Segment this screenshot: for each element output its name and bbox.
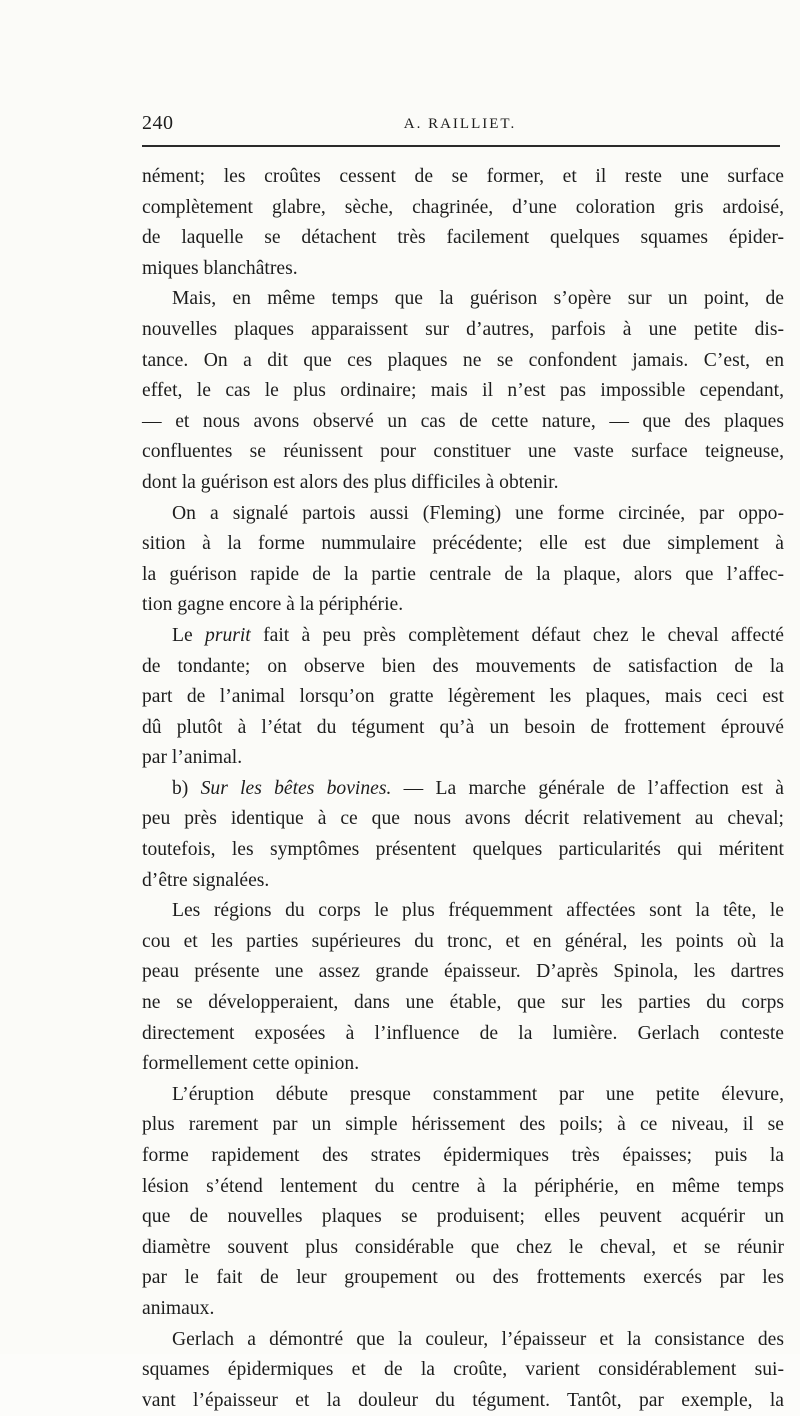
text-line: Gerlach a démontré que la couleur, l’épaisseur et la consistance des bbox=[172, 1328, 784, 1350]
text-line: complètement glabre, sèche, chagrinée, d’une coloration gris ardoisé, bbox=[142, 196, 784, 218]
text-line: que de nouvelles plaques se produisent; elles peuvent acquérir un bbox=[142, 1206, 784, 1228]
text-line: nément; les croûtes cessent de se former, et il reste une surface bbox=[142, 166, 784, 187]
text-line: nouvelles plaques apparaissent sur d’autres, parfois à une petite dis- bbox=[142, 318, 784, 340]
text-line: ne se développeraient, dans une étable, que sur les parties du corps bbox=[142, 992, 784, 1014]
text-line: L’éruption débute presque constamment par une petite élevure, bbox=[172, 1083, 784, 1105]
page-number: 240 bbox=[142, 112, 174, 134]
page-header bbox=[142, 112, 778, 142]
text-line: On a signalé partois aussi (Fleming) une forme circinée, par oppo- bbox=[172, 502, 784, 524]
text-line: effet, le cas le plus ordinaire; mais il n’est pas impossible cependant, bbox=[142, 380, 784, 402]
running-head: A. RAILLIET. bbox=[403, 116, 517, 132]
text-line: par le fait de leur groupement ou des frottements exercés par les bbox=[142, 1267, 784, 1289]
italic-term: prurit bbox=[205, 624, 251, 646]
text-line: forme rapidement des strates épidermiques très épaisses; puis la bbox=[142, 1145, 784, 1166]
text-line: peau présente une assez grande épaisseur. D’après Spinola, les dartres bbox=[142, 961, 784, 983]
text-run: — La marche générale de l’affection est à bbox=[391, 777, 784, 799]
text-line: d’être signalées. bbox=[142, 869, 270, 891]
section-title: Sur les bêtes bovines. bbox=[200, 777, 392, 799]
text-line: plus rarement par un simple hérissement des poils; à ce niveau, il se bbox=[142, 1114, 784, 1136]
text-line: directement exposées à l’influence de la lumière. Gerlach conteste bbox=[142, 1022, 784, 1044]
text-run: b) bbox=[172, 777, 201, 799]
text-line: confluentes se réunissent pour constituer une vaste surface teigneuse, bbox=[142, 441, 784, 463]
text-line bbox=[142, 621, 784, 652]
text-line: cou et les parties supérieures du tronc, et en général, les points où la bbox=[142, 930, 784, 952]
text-line: — et nous avons observé un cas de cette nature, — que des plaques bbox=[142, 410, 784, 432]
text-run: Le bbox=[172, 624, 206, 646]
text-line: miques blanchâtres. bbox=[142, 257, 298, 279]
text-line: dû plutôt à l’état du tégument qu’à un besoin de frottement éprouvé bbox=[142, 716, 784, 738]
section-heading-line bbox=[142, 774, 784, 805]
text-line: tion gagne encore à la périphérie. bbox=[142, 594, 404, 616]
text-line: toutefois, les symptômes présentent quelques particularités qui méritent bbox=[142, 839, 784, 861]
text-line: par l’animal. bbox=[142, 747, 243, 769]
text-line: la guérison rapide de la partie centrale de la plaque, alors que l’affec- bbox=[142, 563, 784, 585]
body-text bbox=[142, 162, 784, 1416]
text-line: peu près identique à ce que nous avons décrit relativement au cheval; bbox=[142, 808, 784, 830]
text-line: diamètre souvent plus considérable que chez le cheval, et se réunir bbox=[142, 1236, 784, 1258]
text-line: formellement cette opinion. bbox=[142, 1053, 360, 1075]
text-line: de tondante; on observe bien des mouvements de satisfaction de la bbox=[142, 655, 784, 677]
text-line: part de l’animal lorsqu’on gratte légèrement les plaques, mais ceci est bbox=[142, 686, 784, 708]
text-line: lésion s’étend lentement du centre à la périphérie, en même temps bbox=[142, 1175, 784, 1197]
text-line: dont la guérison est alors des plus difficiles à obtenir. bbox=[142, 471, 559, 493]
text-line: vant l’épaisseur et la douleur du tégument. Tantôt, par exemple, la bbox=[142, 1389, 784, 1411]
text-run: fait à peu près complètement défaut chez le cheval affecté bbox=[250, 624, 784, 646]
text-line: sition à la forme nummulaire précédente; elle est due simplement à bbox=[142, 533, 784, 555]
text-line: animaux. bbox=[142, 1297, 215, 1319]
text-line: Mais, en même temps que la guérison s’opère sur un point, de bbox=[172, 288, 784, 310]
text-line: de laquelle se détachent très facilement quelques squames épider- bbox=[142, 227, 784, 249]
header-rule bbox=[142, 145, 780, 147]
text-line: Les régions du corps le plus fréquemment affectées sont la tête, le bbox=[172, 900, 784, 922]
text-line: tance. On a dit que ces plaques ne se confondent jamais. C’est, en bbox=[142, 349, 784, 371]
text-line: squames épidermiques et de la croûte, varient considérablement sui- bbox=[142, 1359, 784, 1381]
